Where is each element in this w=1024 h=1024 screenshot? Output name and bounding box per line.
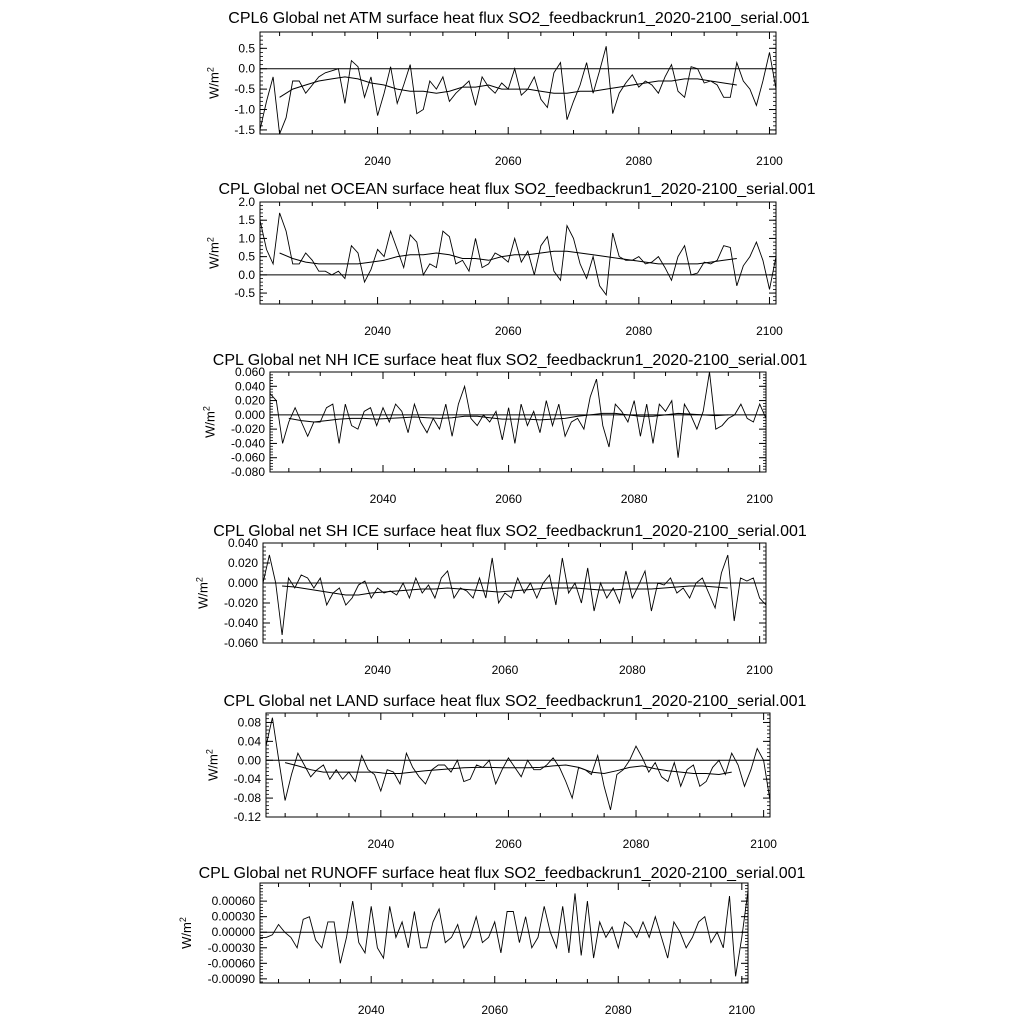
y-tick-label: 0.0 [238,61,255,76]
y-axis-label-superscript: 2 [204,749,215,755]
x-tick-label: 2080 [604,1003,632,1017]
y-tick-label: -0.04 [233,772,261,787]
y-axis-label-superscript: 2 [177,917,188,923]
y-tick-label: 0.04 [237,734,261,749]
series-line-annual [266,718,770,810]
chart-title: CPL Global net RUNOFF surface heat flux SO2_feedbackrun1_2020-2100_serial.001 [198,865,806,882]
series-line-smoothed [285,763,732,775]
y-tick-label: 0.00000 [211,925,255,940]
y-tick-label: -0.080 [230,465,265,479]
y-axis-label [205,67,221,99]
y-tick-label: -0.020 [230,422,265,437]
y-tick-label: -0.020 [223,596,258,610]
y-tick-label: -1.0 [234,102,255,117]
y-axis-label [178,917,194,949]
y-axis-label-superscript: 2 [194,577,205,583]
x-tick-label: 2060 [491,663,519,677]
chart-panel-1 [205,10,809,168]
y-axis-label-text: W/m [202,411,218,438]
y-axis-label-text: W/m [206,242,222,269]
y-axis-label-text: W/m [178,922,194,949]
y-tick-label: 1.0 [238,231,255,246]
plot-frame [260,202,776,304]
y-tick-label: -0.12 [233,810,261,824]
y-tick-label: 0.5 [238,41,255,56]
x-tick-label: 2040 [364,324,391,338]
y-tick-label: 0.5 [238,249,255,264]
y-tick-label: 0.040 [234,379,265,394]
y-tick-label: 0.020 [234,393,265,408]
chart-panel-5 [205,693,807,851]
x-tick-label: 2080 [625,154,653,168]
y-axis-label-text: W/m [206,72,222,99]
x-tick-label: 2080 [618,663,646,677]
chart-panel-4 [195,523,807,677]
y-tick-label: 0.000 [227,576,258,590]
y-tick-label: -0.00060 [207,956,255,971]
y-tick-label: 1.5 [238,213,255,228]
y-tick-label: -0.08 [233,791,261,806]
y-tick-label: 0.060 [234,365,265,379]
x-tick-label: 2040 [364,663,391,677]
plot-frame [263,543,766,643]
y-axis-label-text: W/m [205,754,221,781]
x-tick-label: 2060 [495,837,522,851]
y-axis-label [205,237,221,269]
chart-title: CPL Global net OCEAN surface heat flux SO2_feedbackrun1_2020-2100_serial.001 [218,181,816,198]
y-tick-label: 0.00060 [211,894,255,909]
y-tick-label: -0.5 [234,82,255,97]
chart-panel-6 [178,865,806,1017]
y-tick-label: 2.0 [238,195,255,209]
chart-panel-2 [205,181,815,338]
y-tick-label: 0.020 [227,556,258,570]
y-tick-label: 0.040 [227,536,258,550]
x-tick-label: 2060 [495,492,522,506]
y-tick-label: 0.000 [234,407,265,422]
y-tick-label: -0.00090 [207,971,255,986]
y-axis-label [205,749,221,781]
x-tick-label: 2100 [756,154,783,168]
y-tick-label: 0.00030 [211,909,255,924]
y-tick-label: -0.040 [223,616,258,630]
y-tick-label: 0.0 [238,267,255,282]
chart-panel-3 [202,352,808,506]
chart-title: CPL Global net SH ICE surface heat flux SO2_feedbackrun1_2020-2100_serial.001 [213,523,807,540]
x-tick-label: 2040 [364,154,391,168]
y-tick-label: -0.060 [230,450,265,465]
x-tick-label: 2040 [357,1003,385,1017]
x-tick-label: 2100 [746,663,773,677]
series-line-annual [260,46,776,134]
chart-title: CPL Global net LAND surface heat flux SO2_feedbackrun1_2020-2100_serial.001 [223,693,807,710]
y-axis-label [202,406,218,438]
y-tick-label: 0.00 [237,753,261,768]
y-axis-label-superscript: 2 [201,406,212,412]
x-tick-label: 2060 [481,1003,509,1017]
y-axis-label [195,577,211,609]
x-tick-label: 2100 [756,324,783,338]
chart-title: CPL6 Global net ATM surface heat flux SO2_feedbackrun1_2020-2100_serial.001 [228,10,810,27]
series-line-annual [260,213,776,295]
x-tick-label: 2100 [746,492,774,506]
x-tick-label: 2100 [750,837,777,851]
x-tick-label: 2040 [367,837,395,851]
x-tick-label: 2040 [369,492,397,506]
series-line-annual [260,891,748,977]
y-tick-label: -0.00030 [207,940,255,955]
y-axis-label-superscript: 2 [205,237,216,243]
plot-frame [266,713,770,817]
y-axis-label-superscript: 2 [205,67,216,73]
y-axis-label-text: W/m [195,582,211,609]
y-tick-label: -0.5 [234,286,255,301]
x-tick-label: 2100 [728,1003,756,1017]
series-line-annual [263,555,766,635]
y-tick-label: -0.060 [223,636,258,650]
y-tick-label: -1.5 [234,122,255,137]
y-tick-label: 0.08 [237,715,261,730]
y-tick-label: -0.040 [230,436,265,451]
x-tick-label: 2080 [622,837,650,851]
x-tick-label: 2060 [494,154,522,168]
chart-title: CPL Global net NH ICE surface heat flux SO2_feedbackrun1_2020-2100_serial.001 [212,352,808,369]
x-tick-label: 2080 [625,324,653,338]
x-tick-label: 2080 [620,492,648,506]
x-tick-label: 2060 [494,324,522,338]
